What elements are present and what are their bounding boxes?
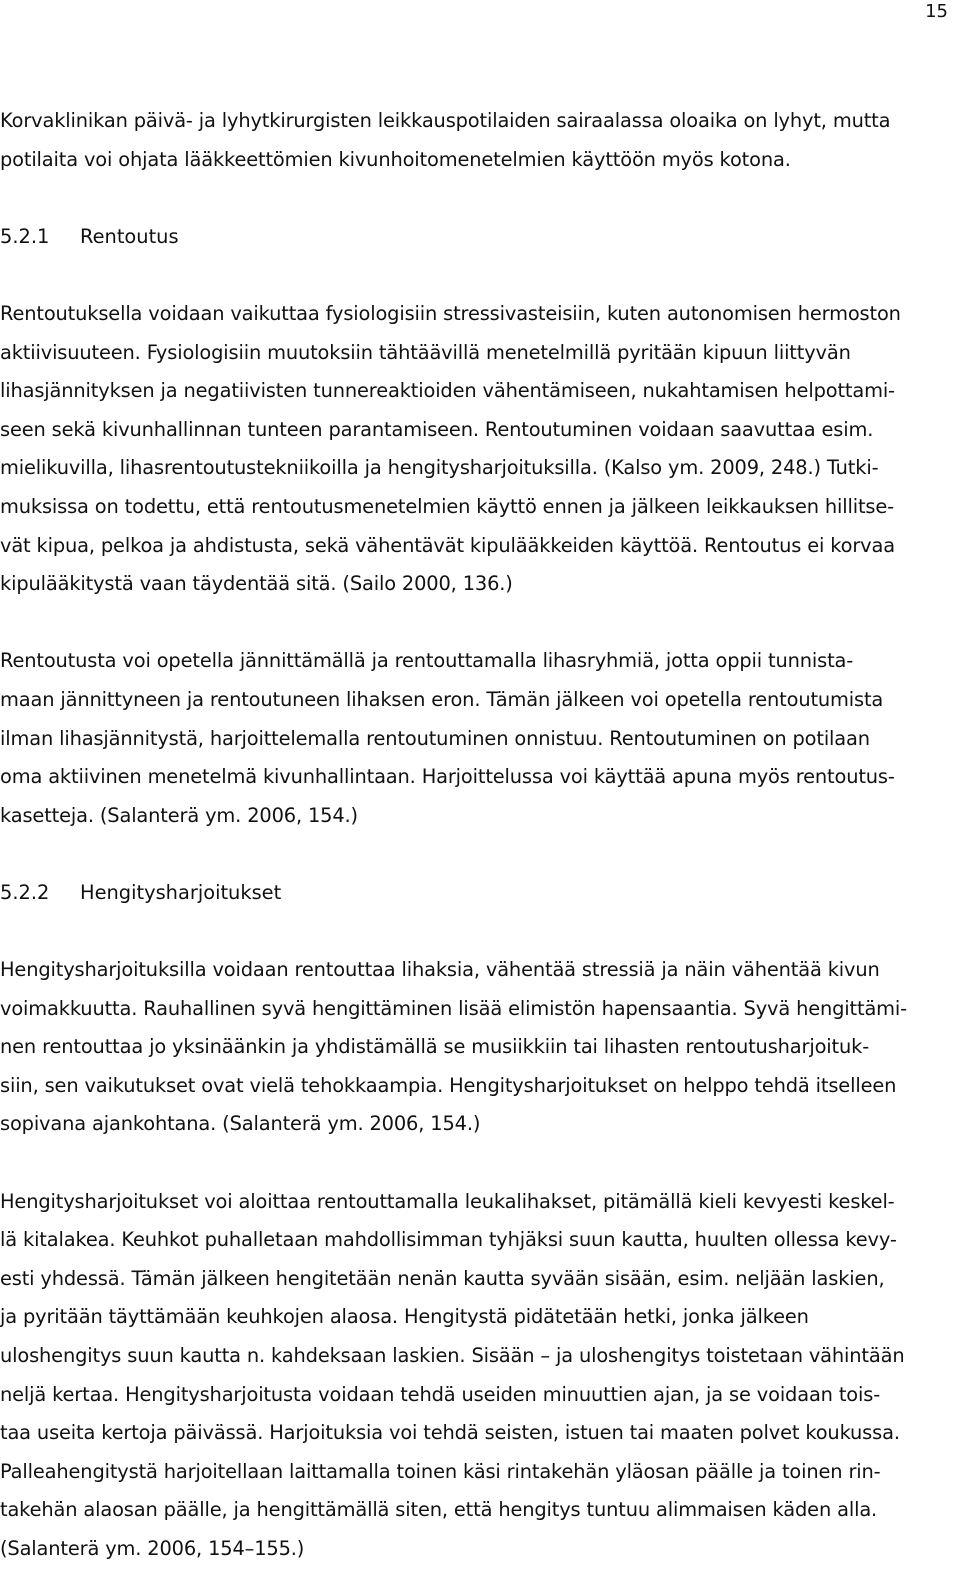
text-line: lä kitalakea. Keuhkot puhalletaan mahdollisimman tyhjäksi suun kautta, huulten ollessa kevy-: [0, 1228, 897, 1252]
page-number: 15: [925, 1, 948, 22]
text-line: lihasjännityksen ja negatiivisten tunnereaktioiden vähentämiseen, nukahtamisen helpottami-: [0, 379, 895, 403]
text-line: kipulääkitystä vaan täydentää sitä. (Sailo 2000, 136.): [0, 572, 513, 596]
text-line: takehän alaosan päälle, ja hengittämällä siten, että hengitys tuntuu alimmaisen käden alla.: [0, 1498, 878, 1522]
rentoutus-paragraph-2: [0, 642, 948, 835]
text-line: seen sekä kivunhallinnan tunteen parantamiseen. Rentoutuminen voidaan saavuttaa esim.: [0, 417, 874, 441]
section-heading-hengitysharjoitukset: [0, 874, 948, 913]
text-line: Palleahengitystä harjoitellaan laittamalla toinen käsi rintakehän yläosan päälle ja toinen rin-: [0, 1459, 881, 1483]
text-line: ilman lihasjännitystä, harjoittelemalla rentoutuminen onnistuu. Rentoutuminen on potilaan: [0, 726, 870, 750]
hengitys-paragraph-1: [0, 951, 948, 1144]
text-line: aktiivisuuteen. Fysiologisiin muutoksiin tähtäävillä menetelmillä pyritään kipuun liittyvän: [0, 340, 851, 364]
text-line: muksissa on todettu, että rentoutusmenetelmien käyttö ennen ja jälkeen leikkauksen hillitse-: [0, 494, 894, 518]
section-title: Rentoutus: [80, 224, 179, 248]
section-number: 5.2.1: [0, 224, 50, 248]
text-line: nen rentouttaa jo yksinäänkin ja yhdistämällä se musiikkiin tai lihasten rentoutusharjoituk-: [0, 1035, 870, 1059]
text-line: oma aktiivinen menetelmä kivunhallintaan. Harjoittelussa voi käyttää apuna myös rentoutus-: [0, 765, 895, 789]
text-line: (Salanterä ym. 2006, 154–155.): [0, 1536, 305, 1560]
text-line: taa useita kertoja päivässä. Harjoituksia voi tehdä seisten, istuen tai maaten polvet koukussa.: [0, 1421, 900, 1445]
text-line: esti yhdessä. Tämän jälkeen hengitetään nenän kautta syvään sisään, esim. neljään laskien,: [0, 1266, 885, 1290]
hengitys-paragraph-2: [0, 1183, 948, 1569]
intro-paragraph: [0, 102, 948, 179]
text-line: vät kipua, pelkoa ja ahdistusta, sekä vähentävät kipulääkkeiden käyttöä. Rentoutus ei korvaa: [0, 533, 895, 557]
text-line: Hengitysharjoituksilla voidaan rentouttaa lihaksia, vähentää stressiä ja näin vähentää kivun: [0, 958, 880, 982]
section-number: 5.2.2: [0, 880, 50, 904]
text-line: Rentoutuksella voidaan vaikuttaa fysiologisiin stressivasteisiin, kuten autonomisen hermoston: [0, 301, 901, 325]
text-line: voimakkuutta. Rauhallinen syvä hengittäminen lisää elimistön hapensaantia. Syvä hengittämi-: [0, 996, 908, 1020]
section-heading-rentoutus: [0, 218, 948, 257]
text-line: potilaita voi ohjata lääkkeettömien kivunhoitomenetelmien käyttöön myös kotona.: [0, 147, 791, 171]
text-line: siin, sen vaikutukset ovat vielä tehokkaampia. Hengitysharjoitukset on helppo tehdä itselleen: [0, 1073, 897, 1097]
rentoutus-paragraph-1: [0, 295, 948, 604]
text-line: Korvaklinikan päivä- ja lyhytkirurgisten leikkauspotilaiden sairaalassa oloaika on lyhyt, mutta: [0, 109, 891, 132]
section-title: Hengitysharjoitukset: [80, 880, 282, 904]
text-line: Hengitysharjoitukset voi aloittaa rentouttamalla leukalihakset, pitämällä kieli kevyesti keskel-: [0, 1189, 895, 1213]
document-body: [0, 102, 948, 1569]
text-line: kasetteja. (Salanterä ym. 2006, 154.): [0, 803, 358, 827]
text-line: sopivana ajankohtana. (Salanterä ym. 2006, 154.): [0, 1112, 481, 1136]
text-line: maan jännittyneen ja rentoutuneen lihaksen eron. Tämän jälkeen voi opetella rentoutumista: [0, 687, 884, 711]
text-line: ja pyritään täyttämään keuhkojen alaosa. Hengitystä pidätetään hetki, jonka jälkeen: [0, 1305, 809, 1329]
text-line: Rentoutusta voi opetella jännittämällä ja rentouttamalla lihasryhmiä, jotta oppii tunnista-: [0, 649, 854, 673]
text-line: uloshengitys suun kautta n. kahdeksaan laskien. Sisään – ja uloshengitys toistetaan vähintään: [0, 1344, 905, 1367]
text-line: mielikuvilla, lihasrentoutustekniikoilla ja hengitysharjoituksilla. (Kalso ym. 2009, 248.) Tutki-: [0, 456, 879, 480]
text-line: neljä kertaa. Hengitysharjoitusta voidaan tehdä useiden minuuttien ajan, ja se voidaan tois-: [0, 1382, 881, 1406]
